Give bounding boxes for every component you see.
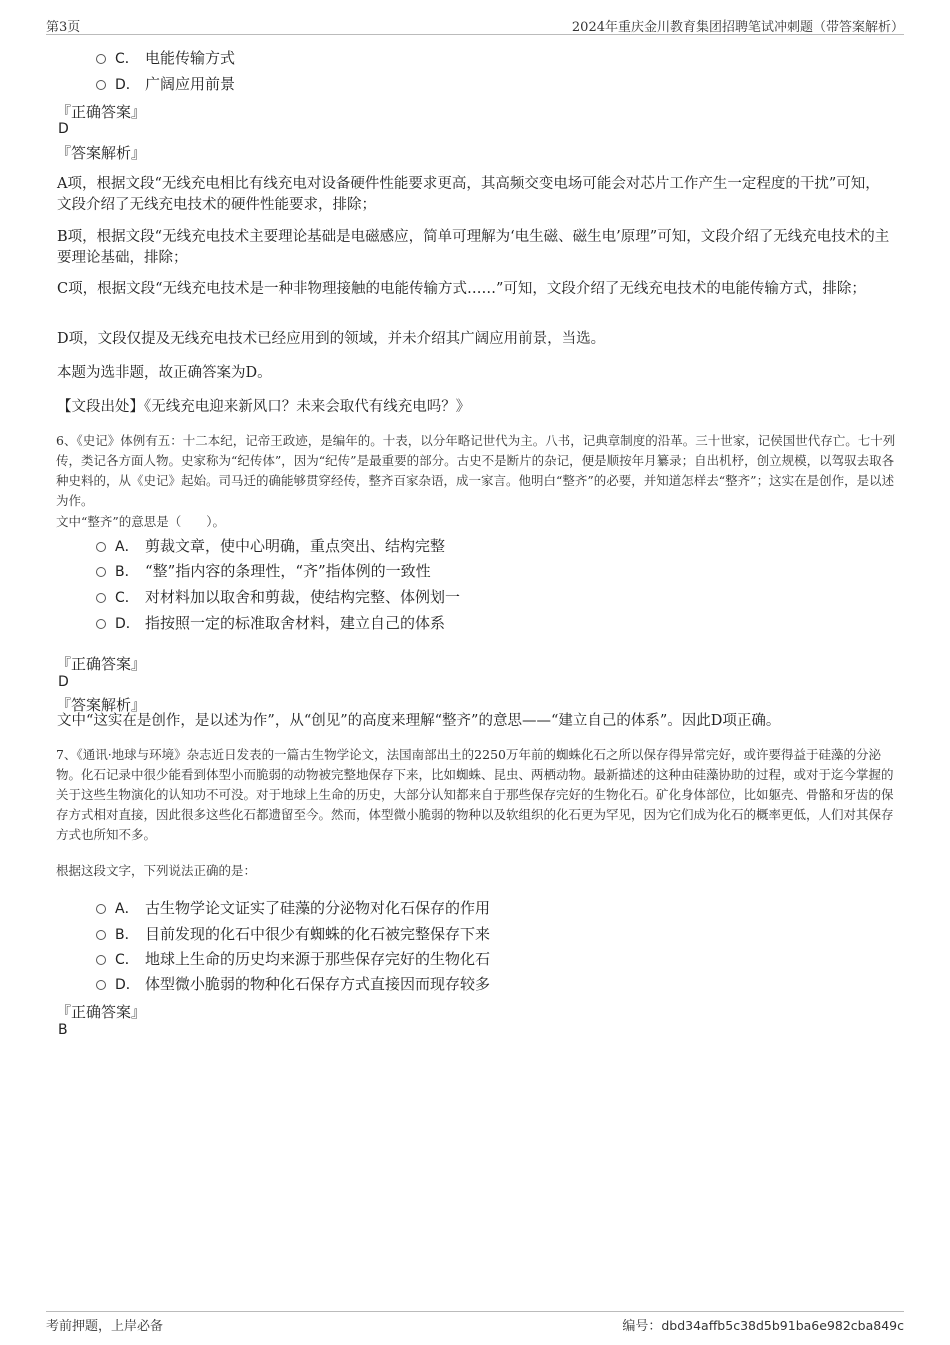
q5-option-d[interactable]: D． 广阔应用前景 xyxy=(96,73,235,95)
q6-analysis: 文中“这实在是创作，是以述为作”，从“创见”的高度来理解“整齐”的意思——“建立自己的体系”。因此D项正确。 xyxy=(57,713,781,729)
q6-stem: 6、《史记》体例有五：十二本纪，记帝王政迹，是编年的。十表，以分年略记世代为主。八书，记典章制度的沿革。三十世家，记侯国世代存亡。七十列传，类记各方面人物。史家称为“纪传体”，因为“纪传”是最重要的部分。古史不是断片的杂记，便是顺按年月纂录；自出机杼，创立规模，以驾驭去取各种史料的，从《史记》起始。司马迁的确能够贯穿经传，整齐百家杂语，成一家言。他明白“整齐”的必要，并知道怎样去“整齐”；这实在是创作，是以述为作。 xyxy=(56,433,896,508)
q5-source: 【文段出处】《无线充电迎来新风口？未来会取代有线充电吗？》 xyxy=(57,399,471,415)
document-code: 编号：dbd34affb5c38d5b91ba6e982cba849c xyxy=(622,1318,904,1334)
q7-option-a[interactable]: A． 古生物学论文证实了硅藻的分泌物对化石保存的作用 xyxy=(96,897,490,919)
q7-answer: B xyxy=(58,1022,68,1038)
radio-icon[interactable] xyxy=(96,955,106,965)
q5-analysis-c: C项，根据文段“无线充电技术是一种非物理接触的电能传输方式……”可知，文段介绍了无线充电技术的电能传输方式，排除； xyxy=(57,281,866,297)
q5-analysis-d: D项，文段仅提及无线充电技术已经应用到的领域，并未介绍其广阔应用前景，当选。 xyxy=(57,331,606,347)
radio-icon[interactable] xyxy=(96,930,106,940)
q5-answer: D xyxy=(58,121,69,137)
radio-icon[interactable] xyxy=(96,567,106,577)
q6-analysis-label: 『答案解析』 xyxy=(56,696,147,714)
footer-slogan: 考前押题，上岸必备 xyxy=(46,1319,164,1334)
page-header xyxy=(46,14,904,35)
q7-stem: 7、《通讯·地球与环境》杂志近日发表的一篇古生物学论文，法国南部出土的2250万年前的蜘蛛化石之所以保存得异常完好，或许要得益于硅藻的分泌物。化石记录中很少能看到体型小而脆弱的动物被完整地保存下来，比如蜘蛛、昆虫、两栖动物。最新描述的这种由硅藻协助的过程，或对于迄今掌握的关于这些生物演化的认知功不可没。对于地球上生命的历史，大部分认知都来自于那些保存完好的生物化石。矿化身体部位，比如躯壳、骨骼和牙齿的保存方式相对直接，因此很多这些化石都遗留至今。然而，体型微小脆弱的物种以及软组织的化石更为罕见，因为它们成为化石的概率更低，人们对其保存方式也所知不多。 xyxy=(56,747,894,842)
q6-answer-label: 『正确答案』 xyxy=(56,655,147,673)
q6-option-d[interactable]: D． 指按照一定的标准取舍材料，建立自己的体系 xyxy=(96,612,445,634)
q6-question: 文中“整齐”的意思是（ ）。 xyxy=(56,514,226,529)
q6-answer: D xyxy=(58,674,69,690)
radio-icon[interactable] xyxy=(96,980,106,990)
q7-option-c[interactable]: C． 地球上生命的历史均来源于那些保存完好的生物化石 xyxy=(96,948,490,970)
q6-option-c[interactable]: C． 对材料加以取舍和剪裁，使结构完整、体例划一 xyxy=(96,586,460,608)
q6-option-a[interactable]: A． 剪裁文章，使中心明确，重点突出、结构完整 xyxy=(96,535,445,557)
radio-icon[interactable] xyxy=(96,904,106,914)
q5-conclusion: 本题为选非题，故正确答案为D。 xyxy=(57,365,272,381)
radio-icon[interactable] xyxy=(96,542,106,552)
page-number: 第3页 xyxy=(46,20,81,35)
q5-option-c[interactable]: C． 电能传输方式 xyxy=(96,47,235,69)
q7-option-d[interactable]: D． 体型微小脆弱的物种化石保存方式直接因而现存较多 xyxy=(96,973,490,995)
document-title: 2024年重庆金川教育集团招聘笔试冲刺题（带答案解析） xyxy=(571,20,904,35)
radio-icon[interactable] xyxy=(96,619,106,629)
q7-question: 根据这段文字，下列说法正确的是： xyxy=(56,863,257,878)
page-footer xyxy=(46,1311,904,1336)
q5-answer-label: 『正确答案』 xyxy=(56,103,147,121)
q7-answer-label: 『正确答案』 xyxy=(56,1003,147,1021)
q6-option-b[interactable]: B． “整”指内容的条理性，“齐”指体例的一致性 xyxy=(96,560,431,582)
q5-analysis-label: 『答案解析』 xyxy=(56,144,147,162)
radio-icon[interactable] xyxy=(96,80,106,90)
q7-option-b[interactable]: B． 目前发现的化石中很少有蜘蛛的化石被完整保存下来 xyxy=(96,923,490,945)
radio-icon[interactable] xyxy=(96,54,106,64)
q5-analysis-a: A项，根据文段“无线充电相比有线充电对设备硬件性能要求更高，其高频交变电场可能会对芯片工作产生一定程度的干扰”可知，文段介绍了无线充电技术的硬件性能要求，排除； xyxy=(57,176,880,213)
q5-analysis-b: B项，根据文段“无线充电技术主要理论基础是电磁感应，简单可理解为‘电生磁、磁生电’原理”可知，文段介绍了无线充电技术的主要理论基础，排除； xyxy=(57,229,890,266)
radio-icon[interactable] xyxy=(96,593,106,603)
